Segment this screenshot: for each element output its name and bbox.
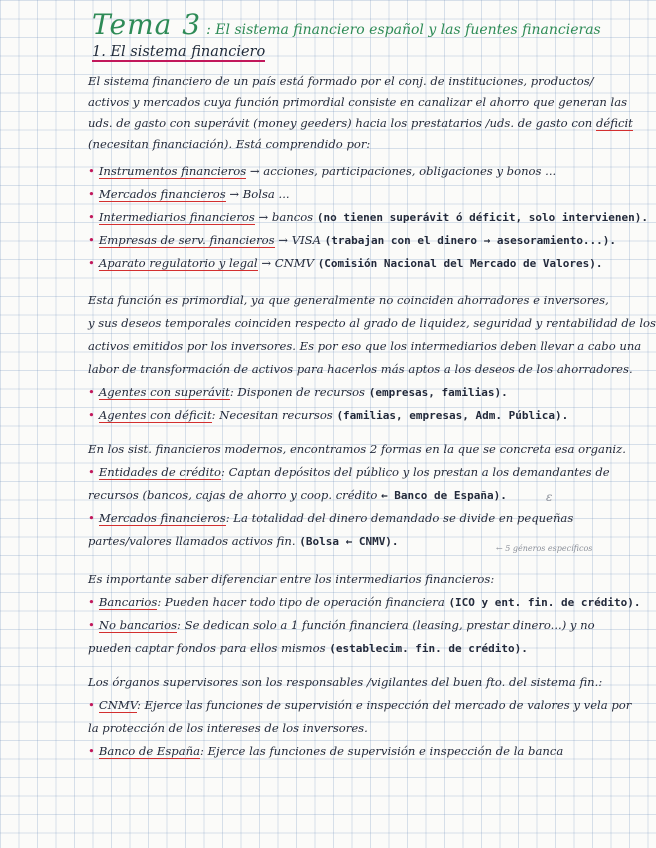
list-item-text: → Bolsa ... [225,187,290,201]
list-item-label: Mercados financieros [98,187,226,201]
list-item-label: Entidades de crédito [98,465,222,479]
text-fragment: recursos (bancos, cajas de ahorro y coop. crédito [88,488,382,502]
bullet-icon: • [88,465,95,479]
list-item-text: : Disponen de recursos [229,385,369,399]
bullet-icon: • [88,698,95,712]
list-item-label: Intermediarios financieros [98,210,255,224]
bullet-icon: • [88,385,95,399]
text-line: la protección de los intereses de los inversores. [88,721,368,735]
list-item-label: Empresas de serv. financieros [98,233,275,247]
text-line: activos emitidos por los inversores. Es por eso que los intermediarios deben llevar a cabo una [88,339,642,353]
list-item [88,256,602,270]
text-fragment: pueden captar fondos para ellos mismos [88,641,330,655]
list-item-text: → bancos [254,210,317,224]
list-item-label: Bancarios [98,595,158,609]
text-line: Es importante saber diferenciar entre los intermediarios financieros: [88,572,495,586]
list-item-label: Agentes con déficit [98,408,212,422]
bullet-icon: • [88,595,95,609]
list-item-text: : Pueden hacer todo tipo de operación financiera [157,595,449,609]
margin-mark: ε [546,490,553,504]
bullet-icon: • [88,187,95,201]
list-item-text: → VISA [274,233,325,247]
list-item-text: → acciones, participaciones, obligaciones y bonos ... [246,164,557,178]
list-item-note: (trabajan con el dinero → asesoramiento...). [324,234,617,247]
list-item-label: Agentes con superávit [98,385,230,399]
list-item-text: : Se dedican solo a 1 función financiera (leasing, prestar dinero...) y no [177,618,595,632]
list-item [88,465,610,479]
side-note: ← 5 géneros específicos [496,544,593,553]
text-line: Esta función es primordial, ya que generalmente no coinciden ahorradores e inversores, [88,293,609,307]
list-item [88,595,641,609]
list-item-text: : Ejerce las funciones de supervisión e inspección de la banca [200,744,564,758]
text-line [88,488,507,502]
list-item-text: : Necesitan recursos [211,408,337,422]
tema-subtitle: : El sistema financiero español y las fuentes financieras [206,22,601,38]
underlined-term: déficit [595,116,633,130]
list-item-label: CNMV [98,698,137,712]
section-heading: 1. El sistema financiero [92,44,266,60]
bullet-icon: • [88,256,95,270]
text-line [88,116,633,130]
list-item-label: Banco de España [98,744,200,758]
bullet-icon: • [88,744,95,758]
text-fragment: partes/valores llamados activos fin. [88,534,300,548]
page-title [92,8,601,41]
list-item [88,233,616,247]
list-item-text: : La totalidad del dinero demandado se divide en pequeñas [225,511,574,525]
list-item-text: → CNMV [257,256,318,270]
list-item-note: (empresas, familias). [368,386,508,399]
list-item [88,164,556,178]
bullet-icon: • [88,164,95,178]
list-item-label: Instrumentos financieros [98,164,247,178]
text-fragment: (establecim. fin. de crédito). [329,642,528,655]
list-item-label: Aparato regulatorio y legal [98,256,258,270]
text-line: En los sist. financieros modernos, encontramos 2 formas en la que se concreta esa organiz. [88,442,626,456]
list-item-note: (ICO y ent. fin. de crédito). [448,596,641,609]
list-item-note: (Comisión Nacional del Mercado de Valores). [317,257,603,270]
text-line: Los órganos supervisores son los responsables /vigilantes del buen fto. del sistema fin.: [88,675,603,689]
list-item-text: : Ejerce las funciones de supervisión e inspección del mercado de valores y vela por [136,698,632,712]
list-item [88,385,508,399]
list-item-note: (no tienen superávit ó déficit, solo intervienen). [316,211,648,224]
list-item [88,187,290,201]
list-item [88,744,563,758]
list-item-text: : Captan depósitos del público y los prestan a los demandantes de [221,465,610,479]
bullet-icon: • [88,233,95,247]
text-line: El sistema financiero de un país está formado por el conj. de instituciones, productos/ [88,74,594,88]
text-line [88,641,528,655]
bullet-icon: • [88,618,95,632]
list-item [88,618,595,632]
bullet-icon: • [88,511,95,525]
text-fragment: ← Banco de España). [381,489,507,502]
bullet-icon: • [88,408,95,422]
text-line: activos y mercados cuya función primordial consiste en canalizar el ahorro que generan las [88,95,628,109]
text-line: y sus deseos temporales coinciden respecto al grado de liquidez, seguridad y rentabilidad de los [88,316,656,330]
text-line [88,534,399,548]
text-line: labor de transformación de activos para hacerlos más aptos a los deseos de los ahorradores. [88,362,633,376]
text-fragment: (Bolsa ← CNMV). [299,535,399,548]
text-line: (necesitan financiación). Está comprendido por: [88,137,371,151]
list-item [88,408,568,422]
list-item-label: Mercados financieros [98,511,226,525]
list-item-note: (familias, empresas, Adm. Pública). [336,409,569,422]
list-item [88,511,573,525]
list-item [88,698,631,712]
list-item [88,210,648,224]
tema-number: Tema 3 [92,8,202,41]
text-fragment: uds. de gasto con superávit (money geeders) hacia los prestatarios /uds. de gasto con [88,116,596,130]
bullet-icon: • [88,210,95,224]
list-item-label: No bancarios [98,618,178,632]
